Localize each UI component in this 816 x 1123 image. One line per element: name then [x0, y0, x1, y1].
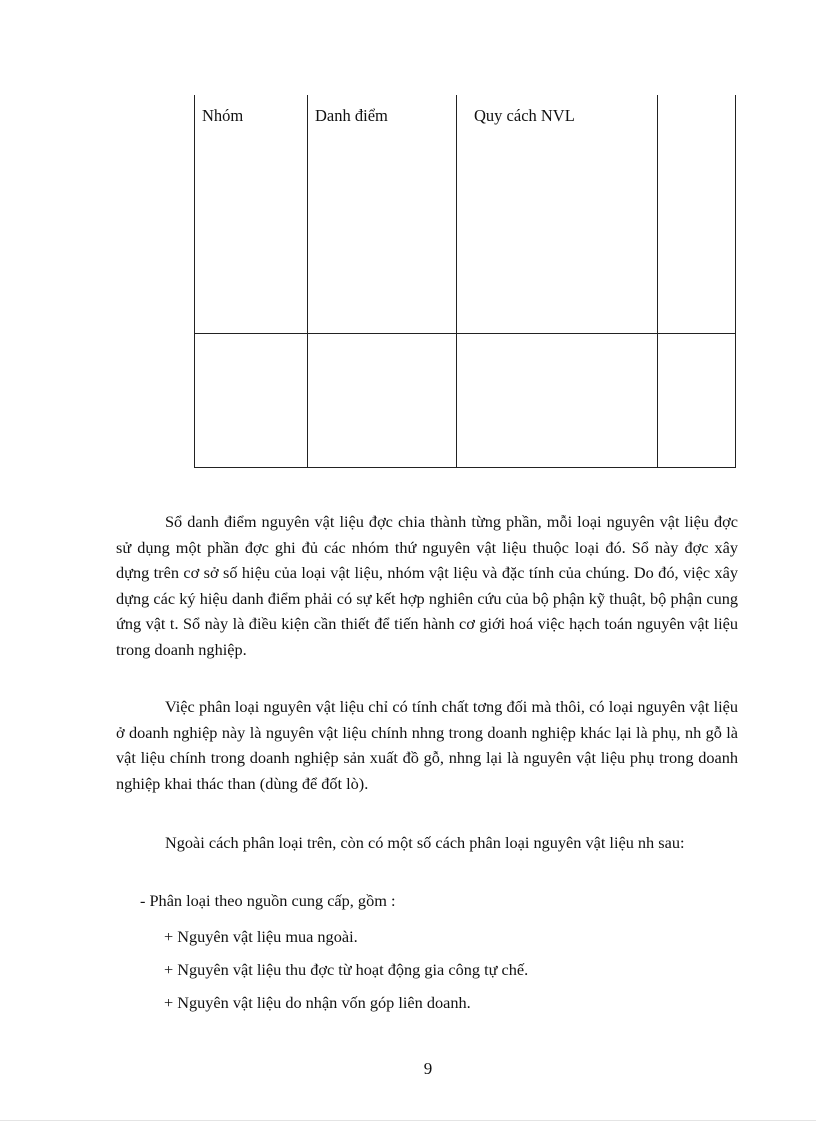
- paragraph-2: Việc phân loại nguyên vật liệu chỉ có tính chất tơng đối mà thôi, có loại nguyên vật liệu ở doanh nghiệp này là nguyên vật liệu chính nhng trong doanh nghiệp khác lại là phụ, nh gỗ là vật liệu chính trong doanh nghiệp sản xuất đồ gỗ, nhng lại là nguyên vật liệu phụ trong doanh nghiệp khai thác than (dùng để đốt lò).: [116, 697, 738, 793]
- list-item: + Nguyên vật liệu do nhận vốn góp liên doanh.: [164, 993, 471, 1012]
- catalog-table: [194, 95, 736, 468]
- table-divider-2: [456, 95, 457, 468]
- table-row-divider: [194, 333, 736, 334]
- list-item: + Nguyên vật liệu mua ngoài.: [164, 927, 358, 946]
- table-header-danh-diem: Danh điểm: [315, 106, 388, 125]
- page-number: 9: [423, 1059, 433, 1078]
- page-edge: [0, 1120, 816, 1121]
- table-divider-3: [657, 95, 658, 468]
- table-header-nhom: Nhóm: [202, 106, 244, 125]
- paragraph-3: Ngoài cách phân loại trên, còn có một số cách phân loại nguyên vật liệu nh sau:: [165, 833, 685, 852]
- table-divider-1: [307, 95, 308, 468]
- table-header-quy-cach: Quy cách NVL: [474, 106, 575, 125]
- list-heading: - Phân loại theo nguồn cung cấp, gồm :: [140, 891, 396, 910]
- table-border-left: [194, 95, 195, 468]
- list-item: + Nguyên vật liệu thu đợc từ hoạt động gia công tự chế.: [164, 960, 529, 979]
- table-border-bottom: [194, 467, 736, 468]
- table-border-right: [735, 95, 736, 468]
- paragraph-1: Sổ danh điểm nguyên vật liệu đợc chia thành từng phần, mỗi loại nguyên vật liệu đợc sử dụng một phần đợc ghi đủ các nhóm thứ nguyên vật liệu thuộc loại đó. Sổ này đợc xây dựng trên cơ sở số hiệu của loại vật liệu, nhóm vật liệu và đặc tính của chúng. Do đó, việc xây dựng các ký hiệu danh điểm phải có sự kết hợp nghiên cứu của bộ phận kỹ thuật, bộ phận cung ứng vật t. Sổ này là điều kiện cần thiết để tiến hành cơ giới hoá việc hạch toán nguyên vật liệu trong doanh nghiệp.: [116, 512, 738, 659]
